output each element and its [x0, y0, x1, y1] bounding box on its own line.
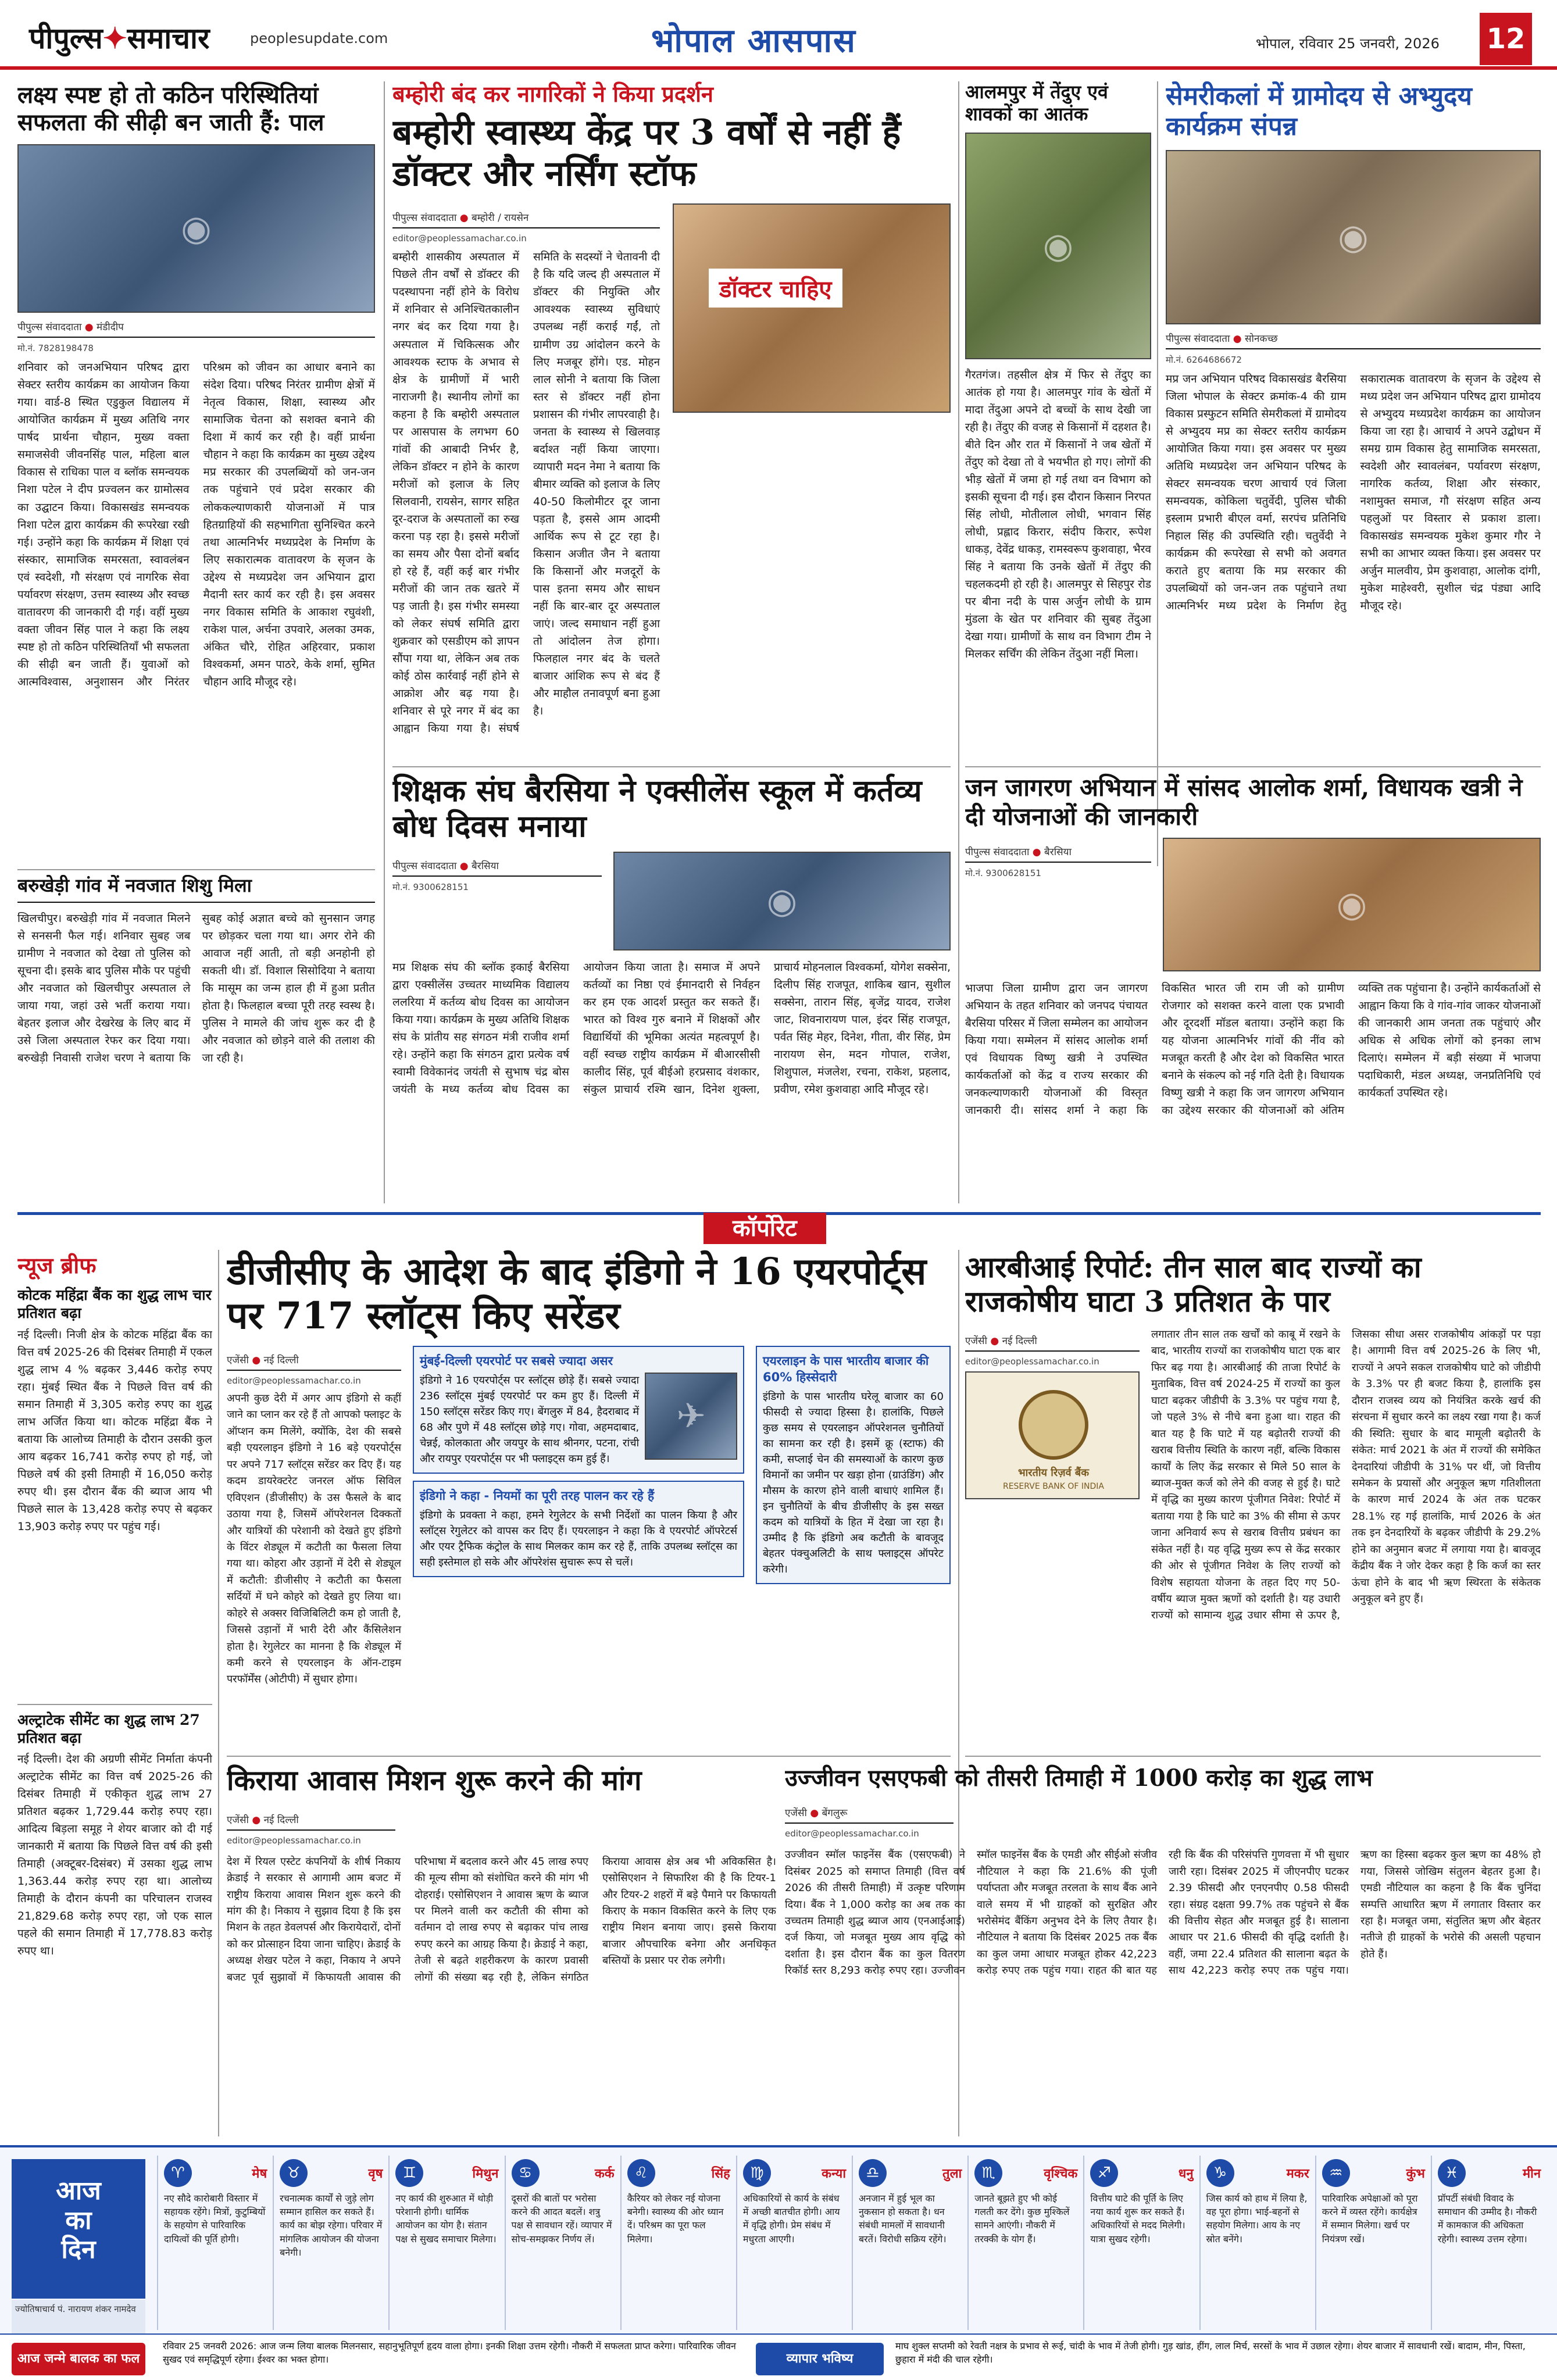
headline[interactable]: उज्जीवन एसएफबी को तीसरी तिमाही में 1000 करोड़ का शुद्ध लाभ [785, 1764, 1373, 1792]
brief-title[interactable]: कोटक महिंद्रा बैंक का शुद्ध लाभ चार प्रतिशत बढ़ा [17, 1287, 212, 1322]
article-indigo [227, 1250, 951, 1750]
headline[interactable]: सेमरीकलां में ग्रामोदय से अभ्युदय कार्यक्रम संपन्न [1166, 81, 1472, 141]
email[interactable]: editor@peoplessamachar.co.in [392, 233, 527, 244]
horoscope-section [0, 2145, 1557, 2380]
sign-cancer[interactable]: ♋ कर्क दूसरों की बातों पर भरोसा करने की आदत बदलें। शत्रु पक्ष से सावधान रहें। व्यापार में सोच-समझकर निर्णय लें। [505, 2156, 620, 2330]
article-credai [227, 1764, 776, 2136]
aries-icon: ♈ [164, 2159, 192, 2187]
mobile-number: मो.नं. 7828198478 [17, 343, 94, 354]
camera-icon: ◉ [1042, 225, 1074, 266]
masthead [0, 0, 1557, 70]
camera-icon: ◉ [1338, 216, 1369, 258]
article-body: उज्जीवन स्मॉल फाइनेंस बैंक (एसएफबी) ने दिसंबर 2025 को समाप्त तिमाही (वित्त वर्ष 2026 की तीसरी तिमाही) में उत्कृष्ट परिणाम दिया। बैंक ने 1,000 करोड़ का अब तक का उच्चतम तिमाही शुद्ध ब्याज आय (एनआईआई) दर्ज किया, जो मजबूत मुख्य आय वृद्धि को दर्शाता है। इस दौरान बैंक का कुल वितरण रिकॉर्ड स्तर 8,293 करोड़ रुपए रहा। उज्जीवन स्मॉल फाइनेंस बैंक के एमडी और सीईओ संजीव नौटियाल ने कहा कि 21.6% की पूंजी पर्याप्तता और मजबूत तरलता के साथ बैंक आने वाले समय में भी ग्राहकों को सुरक्षित और भरोसेमंद बैंकिंग अनुभव देने के लिए तैयार है। नौटियाल ने बताया कि दिसंबर 2025 तक बैंक का कुल जमा आधार मजबूत होकर 42,223 करोड़ रुपए तक पहुंच गया। राहत की बात यह रही कि बैंक की परिसंपत्ति गुणवत्ता में भी सुधार जारी रहा। दिसंबर 2025 में जीएनपीए घटकर 2.39 फीसदी और एनएनपीए 0.58 फीसदी रहा। संग्रह दक्षता 99.7% तक पहुंचने से बैंक की वित्तीय सेहत और मजबूत हुई है। सालाना आधार पर 21.6 फीसदी की वृद्धि दर्शाती है। वहीं, जमा 22.4 प्रतिशत की सालाना बढ़त के साथ 42,223 करोड़ रुपए तक पहुंच गया। ऋण का हिस्सा बढ़कर कुल ऋण का 48% हो गया, जिससे जोखिम संतुलन बेहतर हुआ है। एमडी नौटियाल का कहना है कि बैंक चुनिंदा सम्पत्ति आधारित ऋण में लगातार विस्तार कर रहा है। मजबूत जमा, संतुलित ऋण और बेहतर नतीजे ही ग्राहकों के भरोसे की असली पहचान होते हैं। [785, 1849, 1541, 1977]
cancer-icon: ♋ [512, 2159, 540, 2187]
news-brief [17, 1250, 212, 2136]
headline[interactable]: आलमपुर में तेंदुए एवं शावकों का आतंक [965, 81, 1108, 125]
article-ujjivan [785, 1764, 1541, 2136]
sign-capricorn[interactable]: ♑ मकर जिस कार्य को हाथ में लिया है, वह पूरा होगा। भाई-बहनों से सहयोग मिलेगा। आय के नए स्रोत बनेंगे। [1199, 2156, 1315, 2330]
article-jan-jagran [965, 773, 1541, 1206]
mobile-number: मो.नं. 6264686672 [1166, 354, 1242, 365]
banner-text: डॉक्टर चाहिए [709, 269, 842, 308]
headline[interactable]: किराया आवास मिशन शुरू करने की मांग [227, 1764, 642, 1797]
inset-mumbai-delhi: मुंबई-दिल्ली एयरपोर्ट पर सबसे ज्यादा असर इंडिगो ने 16 एयरपोर्ट्स पर स्लॉट्स छोड़े हैं। सबसे ज्यादा 236 स्लॉट्स मुंबई एयरपोर्ट पर कम हुए हैं। दिल्ली में 150 स्लॉट्स सरेंडर किए गए। बेंगलुरु में 84, हैदराबाद में 68 और पुणे में 48 स्लॉट्स छोड़े गए। गोवा, अहमदाबाद, चेन्नई, कोलकाता और जयपुर के साथ श्रीनगर, पटना, रांची और रायपुर एयरपोर्ट्स पर भी फ्लाइट्स कम हुई हैं। ✈ [413, 1346, 744, 1474]
byline: पीपुल्स संवाददाता ● सोनकच्छ [1166, 331, 1541, 349]
sign-virgo[interactable]: ♍ कन्या अधिकारियों से कार्य के संबंध में अच्छी बातचीत होगी। आय में वृद्धि होगी। प्रेम संबंध में मधुरता आएगी। [736, 2156, 852, 2330]
article-body: खिलचीपुर। बरुखेड़ी गांव में नवजात मिलने से सनसनी फैल गई। शनिवार सुबह जब ग्रामीण ने नवजात को देखा तो पुलिस को सूचना दी। इसके बाद पुलिस मौके पर पहुंची और नवजात को खिलचीपुर अस्पताल ले जाया गया, जहां उसे भर्ती कराया गया। बेहतर इलाज और देखरेख के लिए बाद में उसे जिला अस्पताल रेफर कर दिया गया। बरुखेड़ी निवासी राजेश चरण ने बताया कि सुबह कोई अज्ञात बच्चे को सुनसान जगह पर छोड़कर चला गया था। अगर रोने की आवाज नहीं आती, तो बड़ी अनहोनी हो सकती थी। डॉ. विशाल सिसोदिया ने बताया कि मासूम का जन्म हाल ही में हुआ प्रतीत होता है। फिलहाल बच्चा पूरी तरह स्वस्थ है। पुलिस ने मामले की जांच शुरू कर दी है और नवजात को छोड़ने वाले की तलाश की जा रही है। [17, 912, 375, 1064]
byline: पीपुल्स संवाददाता ● बैरसिया [392, 859, 602, 877]
pisces-icon: ♓ [1438, 2159, 1466, 2187]
article-leopard [965, 81, 1151, 762]
sign-scorpio[interactable]: ♏ वृश्चिक जानते बूझते हुए भी कोई गलती कर देंगे। कुछ मुश्किलें सामने आएंगी। नौकरी में तरक्की के योग हैं। [967, 2156, 1083, 2330]
inset-market-share: एयरलाइन के पास भारतीय बाजार की 60% हिस्सेदारी इंडिगो के पास भारतीय घरेलू बाजार का 60 फीसदी से ज्यादा हिस्सा है। हालांकि, पिछले कुछ समय से एयरलाइन ऑपरेशनल चुनौतियों का सामना कर रही है। इसमें क्रू (स्टाफ) की कमी, सप्लाई चेन की समस्याओं के कारण कुछ विमानों का जमीन पर खड़ा होना (ग्राउंडिंग) और मौसम के कारण होने वाली बाधाएं शामिल हैं। इन चुनौतियों के बीच डीजीसीए के इस सख्त कदम को यात्रियों के हित में देखा जा रहा है। उम्मीद है कि इंडिगो अब कटौती के बावजूद बेहतर पंक्चुअलिटी के साथ फ्लाइट्स ऑपरेट करेगी। [756, 1346, 951, 1584]
article-bamhori [392, 81, 951, 762]
byline: एजेंसी ● नई दिल्ली [227, 1353, 401, 1371]
article-body: देश में रियल एस्टेट कंपनियों के शीर्ष निकाय क्रेडाई ने सरकार से आगामी आम बजट में राष्ट्रीय किराया आवास मिशन शुरू करने की मांग की है। निकाय ने सुझाव दिया है कि इस मिशन के तहत डेवलपर्स और किरायेदारों, दोनों को कर प्रोत्साहन दिया जाना चाहिए। क्रेडाई के अध्यक्ष शेखर पटेल ने कहा, निकाय ने अपने बजट पूर्व सुझावों में किफायती आवास की परिभाषा में बदलाव करने और 45 लाख रुपए की मूल्य सीमा को संशोधित करने की मांग भी दोहराई। एसोसिएशन ने आवास ऋण के ब्याज पर मिलने वाली कर कटौती की सीमा को वर्तमान दो लाख रुपए से बढ़ाकर पांच लाख रुपए करने का आग्रह किया है। क्रेडाई ने कहा, तेजी से बढ़ते शहरीकरण के कारण प्रवासी लोगों की संख्या बढ़ रही है, लेकिन संगठित किराया आवास क्षेत्र अब भी अविकसित है। एसोसिएशन ने सिफारिश की है कि टियर-1 और टियर-2 शहरों में बड़े पैमाने पर किफायती किराए के मकान विकसित करने के लिए एक राष्ट्रीय मिशन बनाया जाए। इससे किराया बाजार औपचारिक बनेगा और अनधिकृत बस्तियों के प्रसार पर रोक लगेगी। [227, 1855, 776, 1984]
headline[interactable]: जन जागरण अभियान में सांसद आलोक शर्मा, विधायक खत्री ने दी योजनाओं की जानकारी [965, 773, 1523, 831]
article-newborn [17, 875, 375, 1206]
capricorn-icon: ♑ [1206, 2159, 1234, 2187]
sign-gemini[interactable]: ♊ मिथुन नए कार्य की शुरुआत में थोड़ी परेशानी होगी। धार्मिक आयोजन का योग है। संतान पक्ष से सुखद समाचार मिलेगा। [388, 2156, 504, 2330]
business-text: माघ शुक्ल सप्तमी को रेवती नक्षत्र के प्रभाव से रूई, चांदी के भाव में तेजी होगी। गुड़ खांड, हींग, लाल मिर्च, सरसों के भाव में उछाल रहेगा। शेयर बाजार में सावधानी रखें। बादाम, मीन, पिस्ता, छुहारा में मंदी की चाल रहेगी। [895, 2340, 1526, 2365]
today-box: आज का दिन [12, 2159, 145, 2299]
article-body: गैरतगंज। तहसील क्षेत्र में फिर से तेंदुए का आतंक हो गया है। आलमपुर गांव के खेतों में मादा तेंदुआ अपने दो बच्चों के साथ देखी जा रही है। तेंदुए की वजह से किसानों में दहशत है। बीते दिन और रात में किसानों ने जब खेतों में तेंदुए को देखा तो वे भयभीत हो गए। लोगों की भीड़ खेतों में जमा हो गई तथा वन विभाग को इसकी सूचना दी गई। इस दौरान किसान निरपत सिंह लोधी, मोतीलाल लोधी, भगवान सिंह लोधी, प्रह्लाद किरार, संदीप किरार, रूपेश धाकड़, देवेंद्र धाकड़, रामस्वरूप कुशवाहा, भैरव सिंह ने बताया कि उनके खेतों में तेंदुए की चहलकदमी हो रही है। आलमपुर से सिहपुर रोड पर बीना नदी के पास अर्जुन लोधी के ग्राम मुंडला के खेत पर शनिवार की सुबह तेंदुआ देखा गया। ग्रामीणों के साथ वन विभाग टीम ने मिलकर सर्चिंग की लेकिन तेंदुआ नहीं मिला। [965, 368, 1151, 660]
protest-photo [673, 203, 951, 413]
mobile-number: मो.नं. 9300628151 [392, 881, 469, 892]
rbi-logo: भारतीय रिज़र्व बैंक RESERVE BANK OF INDIA [965, 1371, 1140, 1499]
headline[interactable]: बरुखेड़ी गांव में नवजात शिशु मिला [17, 875, 375, 903]
corporate-label: कॉर्पोरेट [703, 1213, 826, 1244]
article-body: लगातार तीन साल तक खर्चों को काबू में रखने के बाद, भारतीय राज्यों का राजकोषीय घाटा एक बार फिर बढ़ गया है। आरबीआई की ताजा रिपोर्ट के मुताबिक, वित्त वर्ष 2024-25 में राज्यों का कुल घाटा बढ़कर जीडीपी के 3.3% पर पहुंच गया है, जो पहले 3% से नीचे बना हुआ था। राहत की बात यह है कि घाटे में यह बढ़ोतरी राज्यों की खराब वित्तीय स्थिति के कारण नहीं, बल्कि विकास कार्यों के लिए केंद्र सरकार से मिले 50 साल के ब्याज-मुक्त कर्ज को लेने की वजह से हुई है। घाटे में वृद्धि का मुख्य कारण पूंजीगत निवेश: रिपोर्ट में बताया गया है कि घाटे का 3% की सीमा से ऊपर जाना अनिवार्य रूप से खराब वित्तीय प्रबंधन का संकेत नहीं है। यह वृद्धि मुख्य रूप से केंद्र सरकार की ओर से पूंजीगत निवेश के लिए राज्यों को विशेष सहायता योजना के तहत दिए गए 50-वर्षीय ब्याज मुक्त ऋणों को दर्शाती है। यह उधारी राज्यों को सामान्य शुद्ध उधार सीमा से ऊपर है, जिसका सीधा असर राजकोषीय आंकड़ों पर पड़ा है। आगामी वित्त वर्ष 2025-26 के लिए भी, राज्यों ने अपने सकल राजकोषीय घाटे को जीडीपी के 3.3% पर ही बजट किया है, हालांकि इस दौरान राजस्व व्यय को नियंत्रित करके खर्च की संरचना में सुधार करने का लक्ष्य रखा गया है। कर्ज की स्थिति: सुधार के बाद मामूली बढ़ोतरी के संकेत: मार्च 2021 के अंत में राज्यों की समेकित देनदारियां जीडीपी के 31% पर थीं, जो वित्तीय समेकन के प्रयासों और अनुकूल ऋण गतिशीलता के कारण मार्च 2024 के अंत तक घटकर 28.1% रह गई हालांकि, मार्च 2026 के अंत तक इन देनदारियों के बढ़कर जीडीपी के 29.2% होने का अनुमान बजट में लगाया गया है। बावजूद केंद्रीय बैंक ने जोर देकर कहा है कि कर्ज का स्तर ऊंचा होने के बाद भी ऋण स्थिरता के संकेतक अनुकूल बने हुए हैं। [1151, 1328, 1541, 1622]
headline[interactable]: लक्ष्य स्पष्ट हो तो कठिन परिस्थितियां सफलता की सीढ़ी बन जाती हैं: पाल [17, 81, 324, 137]
aquarius-icon: ♒ [1322, 2159, 1350, 2187]
byline: पीपुल्स संवाददाता ● बैरसिया [965, 845, 1151, 863]
camera-icon: ◉ [181, 208, 212, 249]
news-brief-heading: न्यूज ब्रीफ [17, 1252, 97, 1278]
article-semrikalan [1166, 81, 1541, 762]
website-url[interactable]: peoplesupdate.com [250, 30, 388, 47]
taurus-icon: ♉ [280, 2159, 308, 2187]
article-body: अपनी कुछ देरी में अगर आप इंडिगो से कहीं जाने का प्लान कर रहे हैं तो आपको फ्लाइट के ऑप्शन कम मिलेंगे, क्योंकि, देश की सबसे बड़ी एयरलाइन इंडिगो ने 16 बड़े एयरपोर्ट्स पर अपने 717 स्लॉट्स सरेंडर कर दिए हैं। यह कदम डायरेक्टरेट जनरल ऑफ सिविल एविएशन (डीजीसीए) के उस फैसले के बाद उठाया गया है, जिसमें ऑपरेशनल दिक्कतों और यात्रियों की परेशानी को देखते हुए इंडिगो के विंटर शेड्यूल में कटौती का फैसला लिया गया था। कोहरा और उड़ानों में देरी से शेड्यूल में कटौती: डीजीसीए ने कटौती का फैसला सर्दियों में घने कोहरे को देखते हुए लिया था। कोहरे से अक्सर विजिबिलिटी कम हो जाती है, जिससे उड़ानों में भारी देरी और कैंसिलेशन होता है। रेगुलेटर का मानना है कि शेड्यूल में कमी करने से एयरलाइन के ऑन-टाइम परफॉर्मेंस (ओटीपी) में सुधार होगा। [227, 1392, 401, 1686]
corporate-section-bar [17, 1212, 1541, 1241]
article-photo [965, 133, 1151, 359]
camera-icon: ◉ [766, 880, 798, 921]
scorpio-icon: ♏ [974, 2159, 1002, 2187]
camera-icon: ◉ [1336, 884, 1367, 925]
sign-taurus[interactable]: ♉ वृष रचनात्मक कार्यों से जुड़े लोग सम्मान हासिल कर सकते हैं। कार्य का बोझ रहेगा। परिवार में मांगलिक आयोजन की योजना बनेगी। [273, 2156, 388, 2330]
headline[interactable]: शिक्षक संघ बैरसिया ने एक्सीलेंस स्कूल में कर्तव्य बोध दिवस मनाया [392, 773, 922, 845]
horoscope-footer [0, 2333, 1557, 2380]
event-photo [1163, 838, 1541, 971]
virgo-icon: ♍ [743, 2159, 771, 2187]
brief-body: नई दिल्ली। निजी क्षेत्र के कोटक महिंद्रा बैंक का वित्त वर्ष 2025-26 की दिसंबर तिमाही में एकल शुद्ध लाभ 4 % बढ़कर 3,446 करोड़ रुपए रहा। मुंबई स्थित बैंक ने पिछले वित्त वर्ष की समान तिमाही में 3,305 करोड़ रुपए का शुद्ध लाभ अर्जित किया था। कोटक महिंद्रा बैंक ने बताया कि आलोच्य तिमाही के दौरान उसकी कुल आय बढ़कर 16,741 करोड़ रुपए हो गई, जो पिछले वर्ष की इसी तिमाही में 16,050 करोड़ रुपए थी। इस दौरान बैंक की ब्याज आय भी पिछले साल के 13,428 करोड़ रुपए से बढ़कर 13,903 करोड़ रुपए पर पहुंच गई। [17, 1328, 212, 1533]
email[interactable]: editor@peoplessamachar.co.in [227, 1835, 361, 1846]
astrologer-name: ज्योतिषाचार्य पं. नारायण शंकर नामदेव [12, 2300, 145, 2335]
group-photo [613, 852, 951, 950]
sign-aquarius[interactable]: ♒ कुंभ पारिवारिक अपेक्षाओं को पूरा करने में व्यस्त रहेंगे। कार्यक्षेत्र में सम्मान मिलेगा। खर्च पर नियंत्रण रखें। [1315, 2156, 1431, 2330]
kicker: बम्होरी बंद कर नागरिकों ने किया प्रदर्शन [392, 81, 714, 107]
libra-icon: ♎ [859, 2159, 887, 2187]
headline[interactable]: बम्होरी स्वास्थ्य केंद्र पर 3 वर्षों से नहीं हैं डॉक्टर और नर्सिंग स्टॉफ [392, 112, 901, 194]
byline: पीपुल्स संवाददाता ● मंडीदीप [17, 320, 375, 338]
mobile-number: मो.नं. 9300628151 [965, 868, 1041, 879]
article-body: मप्र शिक्षक संघ की ब्लॉक इकाई बैरसिया द्वारा एक्सीलेंस उच्चतर माध्यमिक विद्यालय ललरिया में कर्तव्य बोध दिवस का आयोजन किया गया। कार्यक्रम के मुख्य अतिथि शिक्षक संघ के प्रांतीय सह संगठन मंत्री राजीव शर्मा रहे। उन्होंने कहा कि संगठन द्वारा प्रत्येक वर्ष स्वामी विवेकानंद जयंती से सुभाष चंद्र बोस जयंती के मध्य कर्तव्य बोध दिवस का आयोजन किया जाता है। समाज में अपने कर्तव्यों का निष्ठा एवं ईमानदारी से निर्वहन कर हम एक आदर्श प्रस्तुत कर सकते हैं। भारत को विश्व गुरु बनाने में शिक्षकों और विद्यार्थियों की भूमिका अत्यंत महत्वपूर्ण है। वहीं स्वच्छ राष्ट्रीय कार्यक्रम में बीआरसीसी कालीद सिंह, पूर्व बीईओ हरप्रसाद वंशकार, संकुल प्राचार्य रश्मि खान, दिनेश शुक्ला, प्राचार्य मोहनलाल विश्वकर्मा, योगेश सक्सेना, दिलीप सिंह राजपूत, शाकिब खान, सुशील सक्सेना, तारान सिंह, बृजेंद्र यादव, राजेश जाट, शिवनारायण पाल, इंदर सिंह राजपूत, पर्वत सिंह मेहर, दिनेश, गीता, वीर सिंह, प्रेम नारायण सेन, मदन गोपाल, राजेश, शिशुपाल, मंजलेश, रचना, राकेश, प्रहलाद, प्रवीण, रमेश कुशवाहा आदि मौजूद रहे। [392, 960, 951, 1096]
sagittarius-icon: ♐ [1090, 2159, 1118, 2187]
article-body: भाजपा जिला ग्रामीण द्वारा जन जागरण अभियान के तहत शनिवार को जनपद पंचायत बैरसिया परिसर में जिला सम्मेलन का आयोजन किया गया। सम्मेलन में सांसद आलोक शर्मा एवं विधायक विष्णु खत्री ने उपस्थित कार्यकर्ताओं को केंद्र व राज्य सरकार की जनकल्याणकारी योजनाओं की विस्तृत जानकारी दी। सांसद शर्मा ने कहा कि विकसित भारत जी राम जी को ग्रामीण रोजगार को सशक्त करने वाला एक प्रभावी और दूरदर्शी मॉडल बताया। उन्होंने कहा कि यह योजना आत्मनिर्भर गांवों की नींव को मजबूत करती है और देश को विकसित भारत बनाने के संकल्प को नई गति देती है। विधायक विष्णु खत्री ने कहा कि जन जागरण अभियान का उद्देश्य सरकार की योजनाओं को अंतिम व्यक्ति तक पहुंचाना है। उन्होंने कार्यकर्ताओं से आह्वान किया कि वे गांव-गांव जाकर योजनाओं की जानकारी आम जनता तक पहुंचाएं और अधिक से अधिक लोगों को इनका लाभ दिलाएं। सम्मेलन में बड़ी संख्या में भाजपा पदाधिकारी, मंडल अध्यक्ष, जनप्रतिनिधि एवं कार्यकर्ता उपस्थित रहे। [965, 982, 1541, 1117]
page-number: 12 [1480, 13, 1532, 65]
headline[interactable]: डीजीसीए के आदेश के बाद इंडिगो ने 16 एयरपोर्ट्स पर 717 स्लॉट्स किए सरेंडर [227, 1250, 927, 1338]
email[interactable]: editor@peoplessamachar.co.in [785, 1828, 919, 1839]
article-body: शनिवार को जनअभियान परिषद द्वारा सेक्टर स्तरीय कार्यक्रम का आयोजन किया गया। वार्ड-8 स्थित एडुकुल विद्यालय में आयोजित कार्यक्रम में मुख्य अतिथि नगर पार्षद प्रार्थना चौहान, मुख्य वक्ता समाजसेवी जीवनसिंह पाल, महिला बाल विकास से राधिका पाल व ब्लॉक समन्वयक निशा पटेल ने दीप प्रज्वलन कर ग्रामोत्सव का उद्घाटन किया। विकासखंड समन्वयक निशा पटेल द्वारा कार्यक्रम की रूपरेखा रखी गई। उन्होंने कहा कि कार्यक्रम में शिक्षा एवं संस्कार, सामाजिक समरसता, स्वावलंबन एवं स्वदेशी, गौ संरक्षण एवं नागरिक सेवा पर्यावरण संरक्षण, उत्तम स्वास्थ्य और स्वच्छ वातावरण की जानकारी दी गई। वहीं मुख्य वक्ता जीवन सिंह पाल ने कहा कि लक्ष्य स्पष्ट हो तो कठिन परिस्थितियाँ भी सफलता की सीढ़ी बन जाती हैं। युवाओं को आत्मविश्वास, अनुशासन और निरंतर परिश्रम को जीवन का आधार बनाने का संदेश दिया। परिषद निरंतर ग्रामीण क्षेत्रों में नेतृत्व विकास, शिक्षा, स्वास्थ्य और सामाजिक चेतना को सशक्त बनाने की दिशा में कार्य कर रही है। वहीं प्रार्थना चौहान ने कहा कि कार्यक्रम का मुख्य उद्देश्य मप्र सरकार की उपलब्धियों को जन-जन तक पहुंचाने एवं प्रदेश सरकार की लोककल्याणकारी योजनाओं में पात्र हितग्राहियों की सहभागिता सुनिश्चित करने तथा आत्मनिर्भर मध्यप्रदेश के निर्माण के लिए सकारात्मक वातावरण के सृजन के उद्देश्य से मध्यप्रदेश जन अभियान द्वारा मैदानी स्तर कार्य कर रही है। इस अवसर नगर विकास समिति के आकाश रघुवंशी, राकेश पाल, अर्चना उपवारे, अलका उमक, अंकित चौरे, रोहित अहिरवार, प्रकाश विश्वकर्मा, अमन पाठरे, केके शर्मा, सुमित चौहान आदि मौजूद रहे। [17, 361, 375, 688]
section-title: भोपाल आसपास [651, 22, 856, 60]
article-lakshya [17, 81, 375, 866]
sign-libra[interactable]: ♎ तुला अनजान में हुई भूल का नुकसान हो सकता है। धन संबंधी मामलों में सावधानी बरतें। विरोधी सक्रिय रहेंगे। [852, 2156, 967, 2330]
article-photo [1166, 150, 1541, 324]
gemini-icon: ♊ [395, 2159, 423, 2187]
byline: पीपुल्स संवाददाता ● बम्होरी / रायसेन [392, 210, 660, 228]
sign-sagittarius[interactable]: ♐ धनु वित्तीय घाटे की पूर्ति के लिए नया कार्य शुरू कर सकते हैं। अधिकारियों से मदद मिलेगी। यात्रा सुखद रहेगी। [1083, 2156, 1199, 2330]
brief-body: नई दिल्ली। देश की अग्रणी सीमेंट निर्माता कंपनी अल्ट्राटेक सीमेंट का वित्त वर्ष 2025-26 की दिसंबर तिमाही में एकीकृत शुद्ध लाभ 27 प्रतिशत बढ़कर 1,729.44 करोड़ रुपए रहा। आदित्य बिड़ला समूह ने शेयर बाजार को दी गई जानकारी में बताया कि पिछले वित्त वर्ष की इसी तिमाही (अक्टूबर-दिसंबर) में उसका शुद्ध लाभ 1,363.44 करोड़ रुपए रहा था। आलोच्य तिमाही के दौरान कंपनी का परिचालन राजस्व 21,829.68 करोड़ रुपए रहा, जो एक साल पहले की समान तिमाही में 17,778.83 करोड़ रुपए था। [17, 1753, 212, 1958]
birthday-label: आज जन्मे बालक का फल [12, 2343, 145, 2375]
leo-icon: ♌ [627, 2159, 655, 2187]
sign-pisces[interactable]: ♓ मीन प्रॉपर्टी संबंधी विवाद के समाधान की उम्मीद है। नौकरी में कामकाज की अधिकता रहेगी। स्वास्थ्य उत्तम रहेगा। [1431, 2156, 1547, 2330]
birthday-text: रविवार 25 जनवरी 2026: आज जन्म लिया बालक मिलनसार, सहानुभूतिपूर्ण हृदय वाला होगा। इनकी शिक्षा उत्तम रहेगी। नौकरी में सफलता प्राप्त करेगा। पारिवारिक जीवन सुखद एवं समृद्धिपूर्ण रहेगा। ईश्वर का भक्त होगा। [163, 2340, 736, 2365]
headline[interactable]: आरबीआई रिपोर्ट: तीन साल बाद राज्यों का राजकोषीय घाटा 3 प्रतिशत के पार [965, 1250, 1422, 1318]
article-body: मप्र जन अभियान परिषद विकासखंड बैरसिया जिला भोपाल के सेक्टर क्रमांक-4 की ग्राम विकास प्रस्फुटन समिति सेमरीकलां में ग्रामोदय से अभ्युदय मप्र का सेक्टर स्तरीय कार्यक्रम आयोजित किया गया। इस अवसर पर मुख्य अतिथि मध्यप्रदेश जन अभियान परिषद के सेक्टर समन्वयक चरण आचार्य एवं जिला समन्वयक, कोकिला चतुर्वेदी, पुलिस चौकी इस्लाम प्रभारी बीएल वर्मा, सरपंच प्रतिनिधि निहाल सिंह की उपस्थिति रही। चतुर्वेदी ने कार्यक्रम की रूपरेखा से सभी को अवगत कराते हुए बताया कि मप्र सरकार की उपलब्धियों को जन-जन तक पहुंचाने तथा आत्मनिर्भर मध्य प्रदेश के निर्माण हेतु सकारात्मक वातावरण के सृजन के उद्देश्य से मध्य प्रदेश जन अभियान परिषद द्वारा ग्रामोदय से अभ्युदय मध्यप्रदेश कार्यक्रम का आयोजन किया जा रहा है। आचार्य ने अपने उद्बोधन में समग्र ग्राम विकास हेतु सामाजिक समरसता, स्वदेशी और स्वावलंबन, पर्यावरण संरक्षण, नागरिक कर्तव्य, शिक्षा और संस्कार, नशामुक्त समाज, गौ संरक्षण सहित अन्य पहलुओं पर विस्तार से प्रकाश डाला। विकासखंड समन्वयक मुकेश कुमार गौर ने सभी का आभार व्यक्त किया। इस अवसर पर अर्जुन मालवीय, प्रेम कुशवाहा, आलोक दांगी, मुकेश माहेश्वरी, सुशील चंद्र पंड्या आदि मौजूद रहे। [1166, 372, 1541, 613]
sign-leo[interactable]: ♌ सिंह कैरियर को लेकर नई योजना बनेगी। स्वास्थ्य की ओर ध्यान दें। परिश्रम का पूरा फल मिलेगा। [620, 2156, 736, 2330]
sign-aries[interactable]: ♈ मेष नए सौदे कारोबारी विस्तार में सहायक रहेंगे। मित्रों, कुटुम्बियों के सहयोग से पारिवारिक दायित्वों की पूर्ति होगी। [157, 2156, 273, 2330]
byline: एजेंसी ● बेंगलुरू [785, 1806, 954, 1824]
airplane-photo [645, 1373, 737, 1460]
article-body: बम्होरी शासकीय अस्पताल में पिछले तीन वर्षों से डॉक्टर की पदस्थापना नहीं होने के विरोध में शनिवार से अनिश्चितकालीन नगर बंद कर दिया गया है। अस्पताल में चिकित्सक और आवश्यक स्टाफ के अभाव से क्षेत्र के ग्रामीणों में भारी नाराजगी है। स्थानीय लोगों का कहना है कि बम्होरी अस्पताल पर आसपास के लगभग 60 गांवों की आबादी निर्भर है, लेकिन डॉक्टर न होने के कारण मरीजों को इलाज के लिए सिलवानी, रायसेन, सागर सहित दूर-दराज के अस्पतालों का रुख करना पड़ रहा है। इससे मरीजों का समय और पैसा दोनों बर्बाद हो रहे हैं, वहीं कई बार गंभीर मरीजों की जान तक खतरे में पड़ जाती है। इस गंभीर समस्या को लेकर संघर्ष समिति द्वारा शुक्रवार को एसडीएम को ज्ञापन सौंपा गया था, लेकिन अब तक कोई ठोस कार्रवाई नहीं होने से आक्रोश और बढ़ गया है। शनिवार से पूरे नगर में बंद का आह्वान किया गया है। संघर्ष समिति के सदस्यों ने चेतावनी दी है कि यदि जल्द ही अस्पताल में डॉक्टर की नियुक्ति और आवश्यक स्वास्थ्य सुविधाएं उपलब्ध नहीं कराई गईं, तो ग्रामीण उग्र आंदोलन करने के लिए मजबूर होंगे। एड. मोहन लाल सोनी ने बताया कि जिला स्तर से डॉक्टर नहीं होना प्रशासन की गंभीर लापरवाही है। जनता के स्वास्थ्य से खिलवाड़ बर्दाश्त नहीं किया जाएगा। व्यापारी मदन नेमा ने बताया कि बीमार व्यक्ति को इलाज के लिए 40-50 किलोमीटर दूर जाना पड़ता है, इससे आम आदमी आर्थिक रूप से टूट रहा है। किसान अजीत जैन ने बताया कि किसानों और मजदूरों के पास इतना समय और साधन नहीं कि बार-बार दूर अस्पताल जाएं। जल्द समाधान नहीं हुआ तो आंदोलन तेज होगा। फिलहाल नगर बंद के चलते बाजार आंशिक रूप से बंद हैं और माहौल तनावपूर्ण बना हुआ है। [392, 251, 660, 735]
newspaper-logo[interactable]: पीपुल्स✦समाचार [29, 21, 210, 55]
brief-title[interactable]: अल्ट्राटेक सीमेंट का शुद्ध लाभ 27 प्रतिशत बढ़ा [17, 1704, 212, 1748]
article-photo [17, 144, 375, 313]
email[interactable]: editor@peoplessamachar.co.in [965, 1356, 1099, 1367]
article-rbi [965, 1250, 1541, 1750]
edition-date: भोपाल, रविवार 25 जनवरी, 2026 [1256, 35, 1440, 52]
article-shikshak-sangh [392, 773, 951, 1206]
email[interactable]: editor@peoplessamachar.co.in [227, 1375, 361, 1386]
airplane-icon: ✈ [676, 1396, 706, 1437]
business-label: व्यापार भविष्य [756, 2343, 884, 2375]
zodiac-signs [157, 2156, 1547, 2330]
byline: एजेंसी ● नई दिल्ली [965, 1334, 1140, 1352]
byline: एजेंसी ● नई दिल्ली [227, 1813, 395, 1831]
inset-indigo-statement: इंडिगो ने कहा - नियमों का पूरी तरह पालन कर रहे हैं इंडिगो के प्रवक्ता ने कहा, हमने रेगुलेटर के सभी निर्देशों का पालन किया है और स्लॉट्स रेगुलेटर को वापस कर दिए हैं। एयरलाइन ने कहा कि वे एयरपोर्ट ऑपरेटर्स और एयर ट्रैफिक कंट्रोल के साथ मिलकर काम कर रहे हैं, ताकि उपलब्ध स्लॉट्स का सही इस्तेमाल हो सके और ऑपरेशंस सुचारू रूप से चलें। [413, 1481, 744, 1577]
